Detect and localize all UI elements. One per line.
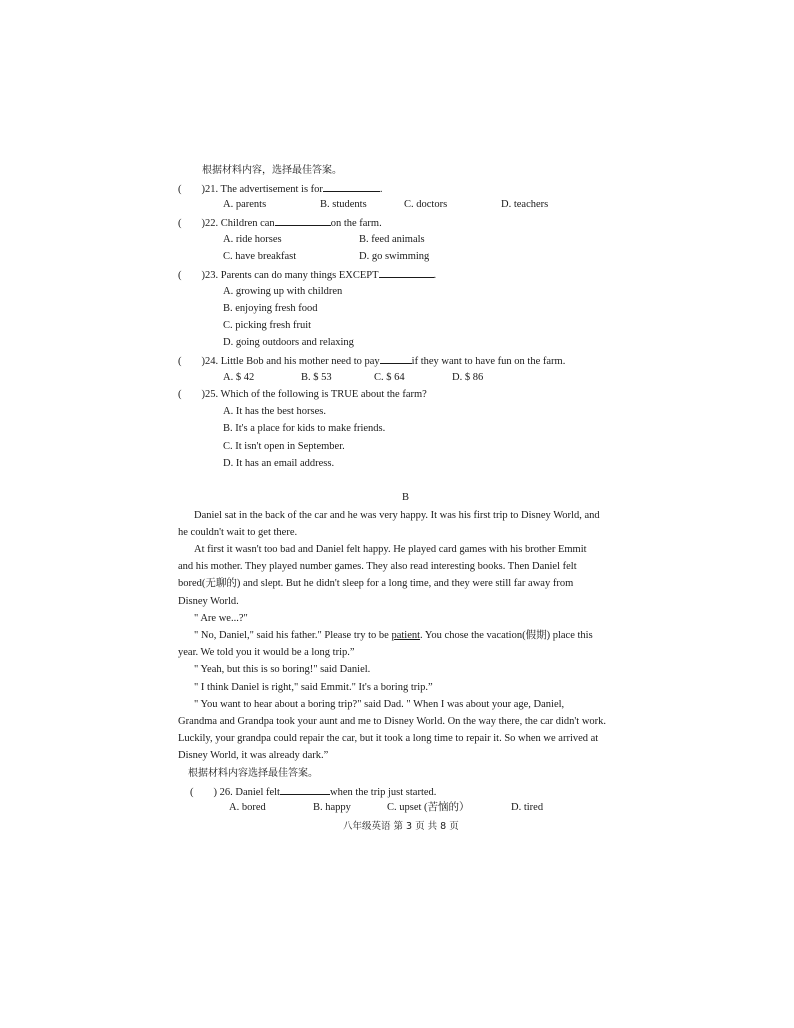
passage-line: " No, Daniel," said his father." Please try to be patient. You chose the vacation(假期) place this [194, 630, 593, 641]
passage-line: and his mother. They played number games. They also read interesting books. Then Daniel felt [178, 561, 577, 572]
q25-option-d: D. It has an email address. [223, 458, 335, 469]
q26-option-a: A. bored [229, 802, 266, 813]
passage-line: Disney World. [178, 596, 239, 607]
section-b-heading: B [402, 492, 410, 503]
passage-line: " I think Daniel is right," said Emmit." It's a boring trip.” [194, 682, 433, 693]
page-footer: 八年级英语 第 3 页 共 8 页 [343, 821, 459, 832]
q21-option-c: C. doctors [404, 199, 448, 210]
question-21: ( )21. The advertisement is for . [178, 181, 383, 196]
passage-line: he couldn't wait to get there. [178, 527, 298, 538]
q23-option-c: C. picking fresh fruit [223, 320, 312, 331]
answer-blank[interactable] [380, 353, 412, 364]
passage-line: Grandma and Grandpa took your aunt and me to Disney World. On the way there, the car didn't work. [178, 716, 607, 727]
passage-line: year. We told you it would be a long trip.” [178, 647, 355, 658]
question-24: ( )24. Little Bob and his mother need to pay if they want to have fun on the farm. [178, 353, 565, 368]
underlined-word: patient [391, 630, 421, 641]
q23-option-a: A. growing up with children [223, 286, 343, 297]
q26-option-d: D. tired [511, 802, 544, 813]
passage-line: " Yeah, but this is so boring!" said Daniel. [194, 664, 371, 675]
q22-option-d: D. go swimming [359, 251, 430, 262]
question-26: ( ) 26. Daniel felt when the trip just started. [190, 784, 436, 799]
answer-blank[interactable] [379, 267, 434, 278]
q25-option-b: B. It's a place for kids to make friends. [223, 423, 386, 434]
section-b-instruction: 根据材料内容选择最佳答案。 [188, 768, 318, 779]
passage-line: " Are we...?" [194, 613, 248, 624]
q23-option-d: D. going outdoors and relaxing [223, 337, 354, 348]
q22-option-a: A. ride horses [223, 234, 282, 245]
question-25: ( )25. Which of the following is TRUE about the farm? [178, 389, 427, 400]
section-a-instruction: 根据材料内容，选择最佳答案。 [202, 165, 342, 176]
answer-blank[interactable] [280, 784, 330, 795]
passage-line: Daniel sat in the back of the car and he was very happy. It was his first trip to Disney World, and [194, 510, 600, 521]
q22-option-c: C. have breakfast [223, 251, 297, 262]
passage-line: bored(无聊的) and slept. But he didn't sleep for a long time, and they were still far away from [178, 578, 574, 589]
passage-line: At first it wasn't too bad and Daniel felt happy. He played card games with his brother Emmit [194, 544, 587, 555]
q26-option-c: C. upset (苦恼的） [387, 802, 470, 813]
q24-option-a: A. $ 42 [223, 372, 255, 383]
question-22: ( )22. Children can on the farm. [178, 215, 382, 230]
passage-line: Luckily, your grandpa could repair the car, but it took a long time to repair it. So when we arrived at [178, 733, 599, 744]
passage-line: Disney World, it was already dark.” [178, 750, 329, 761]
q25-option-a: A. It has the best horses. [223, 406, 326, 417]
q26-option-b: B. happy [313, 802, 351, 813]
q22-option-b: B. feed animals [359, 234, 425, 245]
q24-option-d: D. $ 86 [452, 372, 484, 383]
q25-option-c: C. It isn't open in September. [223, 441, 345, 452]
q21-option-d: D. teachers [501, 199, 549, 210]
answer-blank[interactable] [275, 215, 331, 226]
passage-line: " You want to hear about a boring trip?" said Dad. " When I was about your age, Daniel, [194, 699, 565, 710]
q24-option-b: B. $ 53 [301, 372, 332, 383]
q23-option-b: B. enjoying fresh food [223, 303, 318, 314]
q21-option-a: A. parents [223, 199, 267, 210]
q24-option-c: C. $ 64 [374, 372, 405, 383]
answer-blank[interactable] [323, 181, 380, 192]
q21-option-b: B. students [320, 199, 367, 210]
question-23: ( )23. Parents can do many things EXCEPT . [178, 267, 436, 282]
